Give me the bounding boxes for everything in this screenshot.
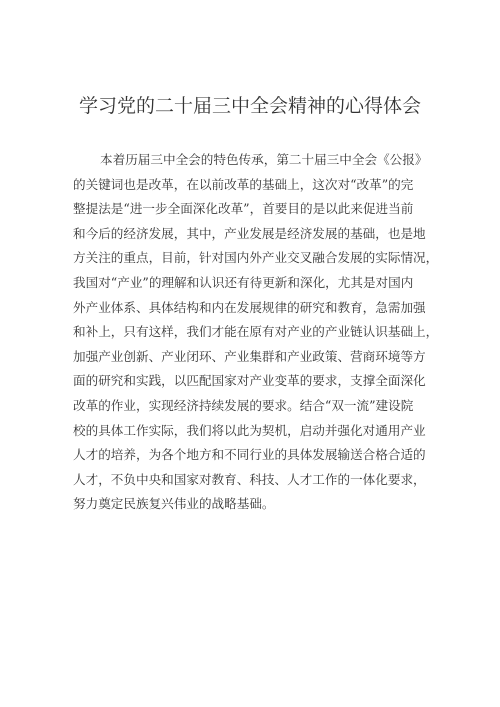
paragraph-line: 面的研究和实践，以匹配国家对产业变革的要求，支撑全面深化 (73, 373, 426, 389)
paragraph-line: 和补上，只有这样，我们才能在原有对产业的产业链认识基础上， (73, 324, 439, 340)
paragraph-line: 和今后的经济发展，其中，产业发展是经济发展的基础，也是地 (73, 225, 426, 241)
paragraph-line: 我国对“产业”的理解和认识还有待更新和深化，尤其是对国内 (73, 274, 414, 290)
document-body (73, 148, 493, 517)
paragraph-line: 的关键词也是改革，在以前改革的基础上，这次对“改革”的完 (73, 176, 414, 192)
paragraph-line: 人才，不负中央和国家对教育、科技、人才工作的一体化要求， (73, 471, 426, 487)
paragraph-line: 整提法是“进一步全面深化改革”，首要目的是以此来促进当前 (73, 201, 414, 217)
paragraph-line: 本着历届三中全会的特色传承，第二十届三中全会《公报》 (100, 152, 428, 167)
paragraph-line: 努力奠定民族复兴伟业的战略基础。 (73, 496, 275, 512)
paragraph-line: 改革的作业，实现经济持续发展的要求。结合“双一流”建设院 (73, 397, 414, 413)
document-title: 学习党的二十届三中全会精神的心得体会 (78, 95, 421, 117)
paragraph-line: 方关注的重点，目前，针对国内外产业交叉融合发展的实际情况， (73, 250, 439, 266)
paragraph-line: 校的具体工作实际，我们将以此为契机，启动并强化对通用产业 (73, 422, 426, 438)
paragraph-line: 加强产业创新、产业闭环、产业集群和产业政策、营商环境等方 (73, 348, 426, 364)
paragraph-line: 人才的培养，为各个地方和不同行业的具体发展输送合格合适的 (73, 447, 426, 463)
paragraph-line: 外产业体系、具体结构和内在发展规律的研究和教育，急需加强 (73, 299, 426, 315)
